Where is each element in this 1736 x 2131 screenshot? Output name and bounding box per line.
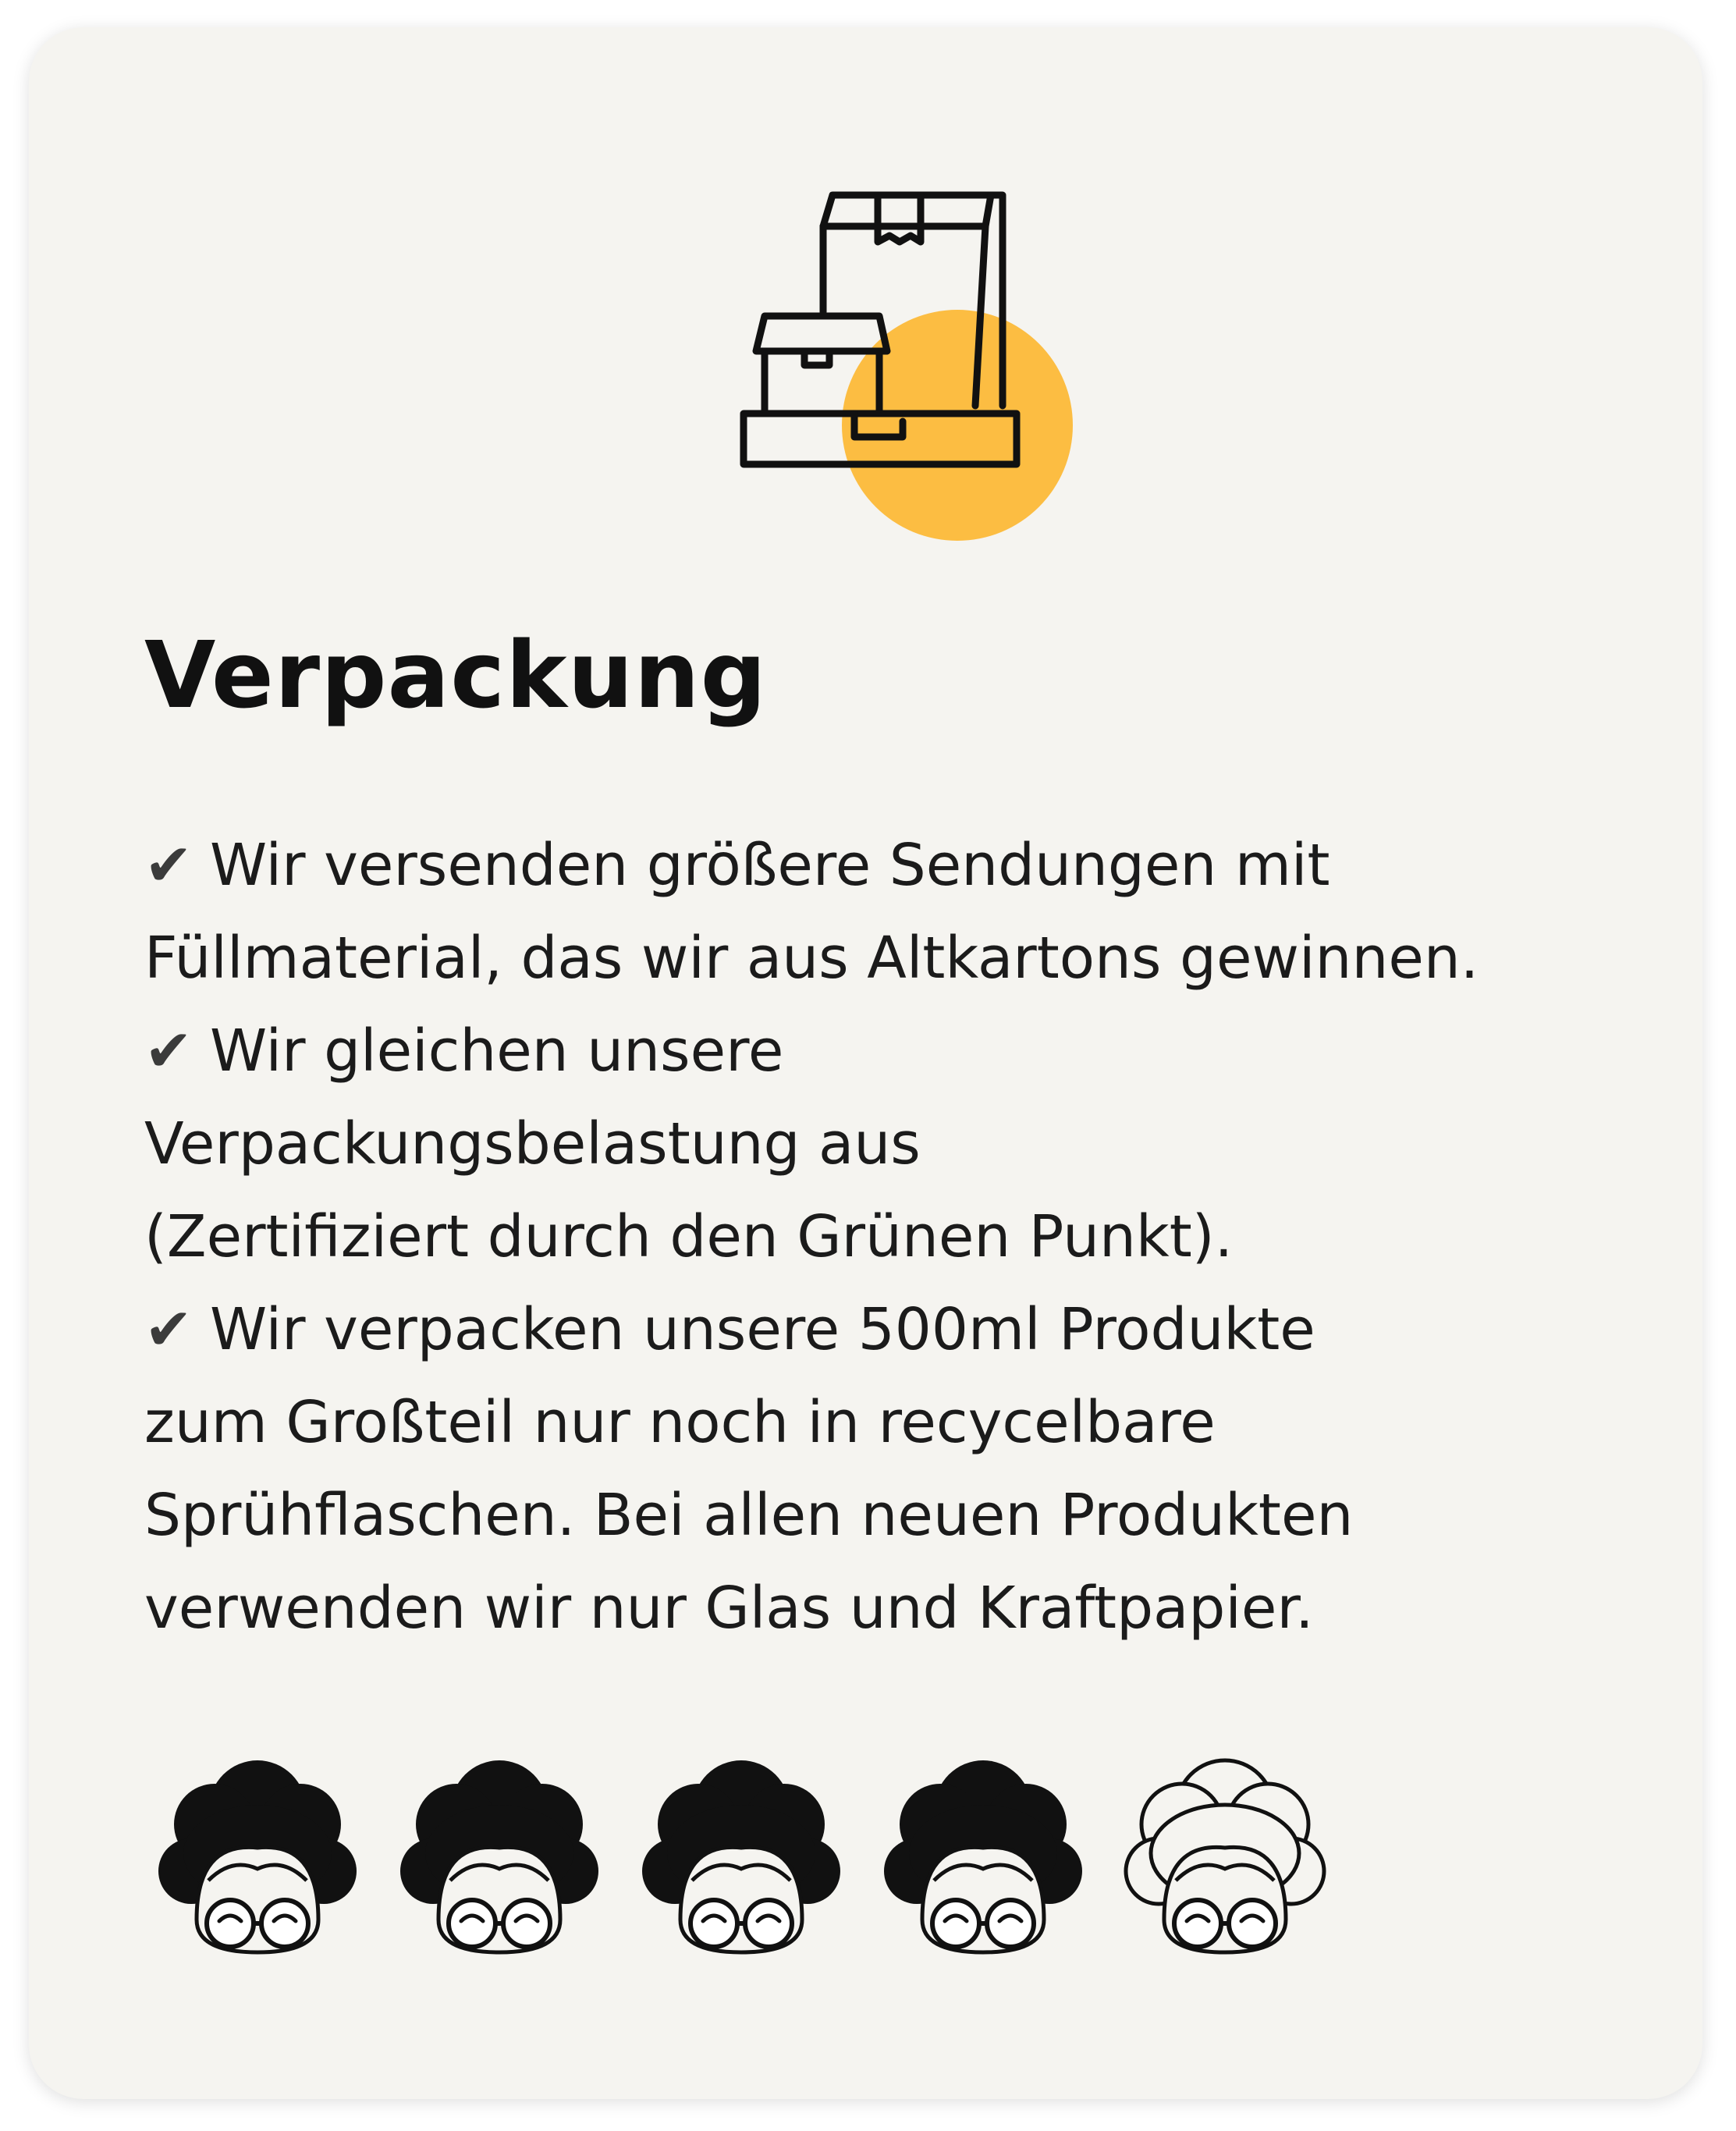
- grandma-face-filled-icon: [637, 1748, 844, 1959]
- grandma-face-outline-icon: [1121, 1748, 1328, 1959]
- description-text: (Zertifiziert durch den Grünen Punkt).: [144, 1203, 1234, 1270]
- description-text: Sprühflaschen. Bei allen neuen Produkten: [144, 1482, 1354, 1549]
- packaging-card: [29, 27, 1702, 2099]
- check-icon: ✔: [144, 832, 193, 899]
- grandma-face-filled-icon: [154, 1748, 360, 1959]
- check-icon: ✔: [144, 1018, 193, 1085]
- description-text: Wir versenden größere Sendungen mit: [210, 832, 1330, 899]
- card-description: [144, 819, 1697, 1655]
- description-line: [144, 1284, 1697, 1376]
- description-text: Füllmaterial, das wir aus Altkartons gewinnen.: [144, 925, 1479, 992]
- description-text: Wir verpacken unsere 500ml Produkte: [210, 1296, 1315, 1363]
- description-line: [144, 819, 1697, 912]
- check-icon: ✔: [144, 1296, 193, 1363]
- description-text: Wir gleichen unsere: [210, 1018, 784, 1085]
- description-line: [144, 912, 1697, 1005]
- description-text: zum Großteil nur noch in recycelbare: [144, 1389, 1216, 1456]
- grandma-face-filled-icon: [396, 1748, 602, 1959]
- grandma-face-filled-icon: [879, 1748, 1086, 1959]
- description-line: [144, 1005, 1697, 1098]
- description-line: [144, 1562, 1697, 1655]
- description-line: [144, 1376, 1697, 1469]
- description-line: [144, 1469, 1697, 1562]
- card-title: Verpackung: [144, 621, 768, 729]
- description-line: [144, 1191, 1697, 1284]
- description-line: [144, 1098, 1697, 1191]
- description-text: Verpackungsbelastung aus: [144, 1110, 921, 1177]
- description-text: verwenden wir nur Glas und Kraftpapier.: [144, 1575, 1314, 1642]
- packaging-boxes-icon: [706, 164, 1096, 554]
